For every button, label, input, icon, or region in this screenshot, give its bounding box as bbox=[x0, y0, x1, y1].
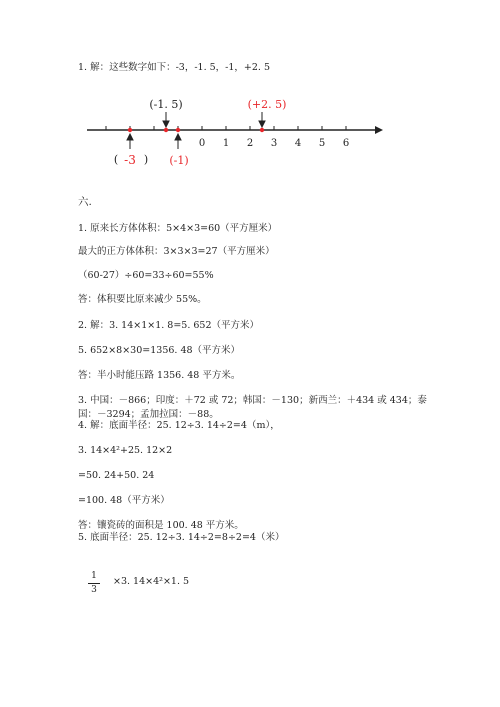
arrow-down-icon bbox=[259, 121, 265, 127]
arrow-down-icon bbox=[163, 121, 169, 127]
answer-line: =50. 24+50. 24 bbox=[78, 470, 155, 481]
answer-line: 2. 解：3. 14×1×1. 8=5. 652（平方米） bbox=[78, 320, 260, 331]
label-minus-3: -3 bbox=[124, 153, 136, 167]
arrow-up-icon bbox=[127, 134, 133, 140]
answer-line: 5. 底面半径：25. 12÷3. 14÷2=8÷2=4（米） bbox=[78, 532, 285, 543]
point-plus-2-5 bbox=[260, 128, 264, 132]
tick-label-2: 2 bbox=[246, 138, 254, 149]
fraction-numerator: 1 bbox=[91, 571, 97, 581]
tick-label-1: 1 bbox=[222, 138, 230, 149]
label-minus-1: (-1) bbox=[169, 154, 189, 167]
label-minus-1-5: (-1. 5) bbox=[149, 98, 183, 111]
tick-label-0: 0 bbox=[198, 138, 206, 149]
answer-line: 3. 14×4²+25. 12×2 bbox=[78, 445, 173, 456]
answer-line: （60-27）÷60=33÷60=55% bbox=[78, 270, 214, 281]
answer-line: 1. 原来长方体体积：5×4×3=60（平方厘米） bbox=[78, 223, 278, 234]
label-minus-3-close: ) bbox=[143, 153, 149, 166]
answer-line: 答：体积要比原来减少 55%。 bbox=[78, 294, 207, 305]
answer-line: 答：镶瓷砖的面积是 100. 48 平方米。 bbox=[78, 520, 244, 531]
number-line-arrow-icon bbox=[375, 126, 383, 134]
section-title: 六. bbox=[78, 196, 92, 208]
answer-line: 答：半小时能压路 1356. 48 平方米。 bbox=[78, 370, 241, 381]
fraction-one-third bbox=[88, 571, 100, 596]
number-line-figure bbox=[0, 0, 500, 180]
q1-header: 1. 解：这些数字如下：-3，-1. 5，-1，+2. 5 bbox=[78, 62, 271, 73]
tick-label-5: 5 bbox=[318, 138, 326, 149]
fraction-bar bbox=[88, 583, 100, 584]
answer-line: 4. 解：底面半径：25. 12÷3. 14÷2=4（m）， bbox=[78, 420, 280, 431]
point-minus-1 bbox=[176, 128, 180, 132]
tick-label-4: 4 bbox=[294, 138, 302, 149]
answer-line: 国：－3294；孟加拉国：－88。 bbox=[78, 409, 219, 420]
label-minus-3-open: ( bbox=[113, 153, 119, 166]
point-minus-1-5 bbox=[164, 128, 168, 132]
point-minus-3 bbox=[128, 128, 132, 132]
answer-line: 3. 中国：－866；印度：＋72 或 72；韩国：－130；新西兰：＋434 或 434；泰 bbox=[78, 395, 427, 406]
answer-line: =100. 48（平方米） bbox=[78, 495, 170, 506]
tick-label-6: 6 bbox=[342, 138, 350, 149]
answer-line: 5. 652×8×30=1356. 48（平方米） bbox=[78, 345, 241, 356]
label-plus-2-5: (+2. 5) bbox=[247, 98, 287, 111]
fraction-denominator: 3 bbox=[91, 585, 97, 595]
arrow-up-icon bbox=[175, 134, 181, 140]
tick-label-3: 3 bbox=[270, 138, 278, 149]
formula-tail: ×3. 14×4²×1. 5 bbox=[113, 576, 190, 587]
answer-line: 最大的正方体体积：3×3×3=27（平方厘米） bbox=[78, 246, 275, 257]
